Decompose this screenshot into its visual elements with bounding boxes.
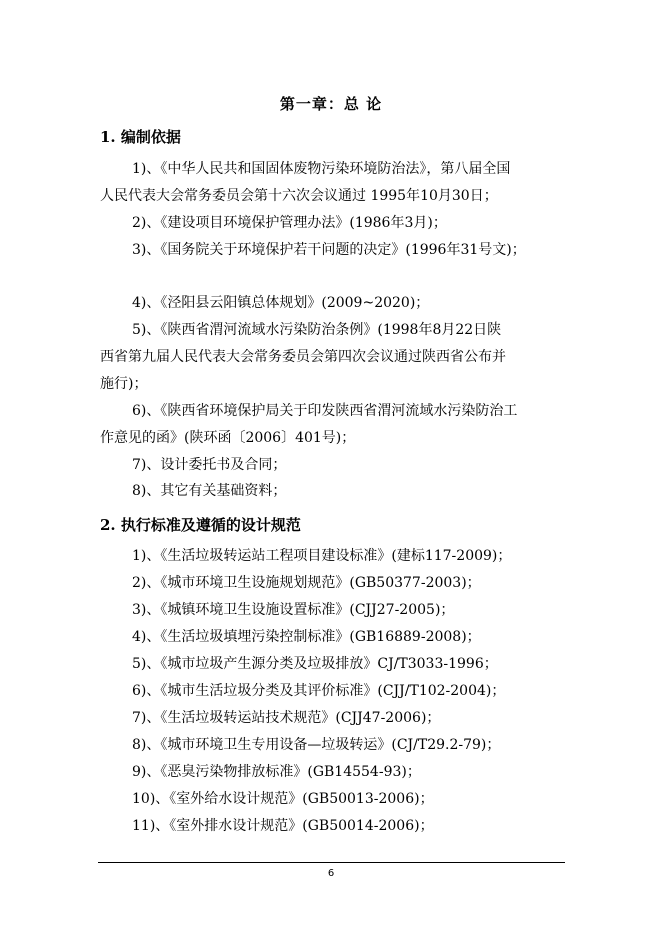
standard-item-8: 8)、《城市环境卫生专用设备—垃圾转运》(CJ/T29.2-79)； (132, 737, 501, 753)
basis-item-6-line-2: 作意见的函》(陕环函〔2006〕401号)； (100, 430, 356, 446)
basis-item-4: 4)、《泾阳县云阳镇总体规划》(2009~2020)； (132, 295, 430, 311)
standard-item-11: 11)、《室外排水设计规范》(GB50014-2006)； (132, 818, 434, 834)
section-heading-standards: 2. 执行标准及遵循的设计规范 (100, 516, 301, 534)
standard-item-4: 4)、《生活垃圾填埋污染控制标准》(GB16889-2008)； (132, 629, 481, 645)
basis-item-5-line-1: 5)、《陕西省渭河流域水污染防治条例》(1998年8月22日陕 (132, 322, 502, 338)
standard-item-10: 10)、《室外给水设计规范》(GB50013-2006)； (132, 791, 434, 807)
standard-item-2: 2)、《城市环境卫生设施规划规范》(GB50377-2003)； (132, 575, 481, 591)
basis-item-1-line-1: 1)、《中华人民共和国固体废物污染环境防治法》，第八届全国 (132, 161, 511, 177)
basis-item-5-line-3: 施行)； (100, 376, 148, 392)
basis-item-7: 7)、设计委托书及合同； (132, 457, 287, 473)
page-number: 6 (327, 868, 335, 879)
standard-item-1: 1)、《生活垃圾转运站工程项目建设标准》(建标117-2009)； (132, 548, 512, 564)
section-heading-basis: 1. 编制依据 (100, 128, 181, 146)
basis-item-2: 2)、《建设项目环境保护管理办法》(1986年3月)； (132, 215, 447, 231)
basis-item-3: 3)、《国务院关于环境保护若干问题的决定》(1996年31号文)； (132, 242, 526, 258)
basis-item-5-line-2: 西省第九届人民代表大会常务委员会第四次会议通过陕西省公布并 (100, 349, 506, 365)
standard-item-6: 6)、《城市生活垃圾分类及其评价标准》(CJJ/T102-2004)； (132, 683, 506, 699)
chapter-title: 第一章：总 论 (279, 95, 383, 113)
footer-divider (98, 862, 565, 863)
basis-item-8: 8)、其它有关基础资料； (132, 483, 287, 499)
standard-item-7: 7)、《生活垃圾转运站技术规范》(CJJ47-2006)； (132, 710, 441, 726)
basis-item-6-line-1: 6)、《陕西省环境保护局关于印发陕西省渭河流域水污染防治工 (132, 403, 518, 419)
standard-item-5: 5)、《城市垃圾产生源分类及垃圾排放》CJ/T3033-1996； (132, 656, 498, 672)
standard-item-9: 9)、《恶臭污染物排放标准》(GB14554-93)； (132, 764, 421, 780)
standard-item-3: 3)、《城镇环境卫生设施设置标准》(CJJ27-2005)； (132, 602, 455, 618)
basis-item-1-line-2: 人民代表大会常务委员会第十六次会议通过 1995年10月30日； (100, 188, 498, 204)
